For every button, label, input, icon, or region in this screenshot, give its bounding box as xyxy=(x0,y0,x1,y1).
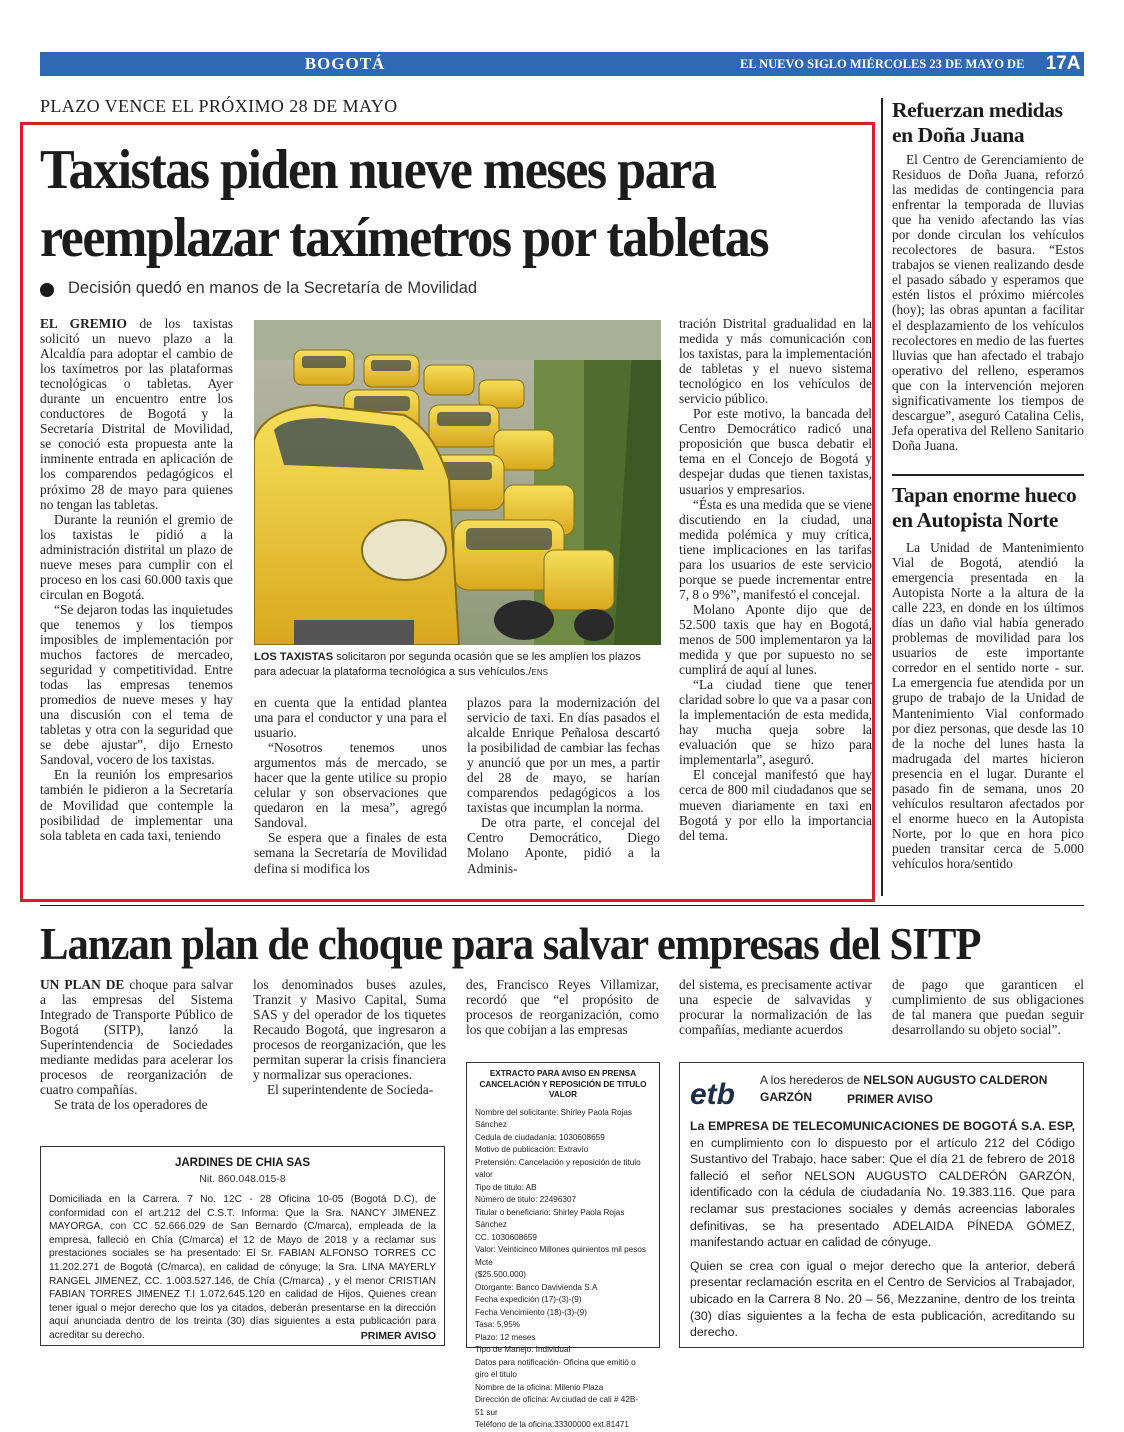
notice-line: Fecha expedición (17)-(3)-(9) xyxy=(475,1295,582,1304)
caption-lead: LOS TAXISTAS xyxy=(254,651,334,663)
photo-caption: LOS TAXISTAS solicitaron por segunda ocasión que se les amplíen los plazos para adecuar la plataforma tecnológica a sus vehículos./ENS xyxy=(254,651,641,678)
notice-line: Pretensión: Cancelación y reposición de titulo valor xyxy=(475,1157,641,1179)
story2-column-5 xyxy=(892,977,1084,1037)
etb-body: La EMPRESA DE TELECOMUNICACIONES DE BOGOTÁ S.A. ESP, en cumplimiento con lo dispuesto por el artículo 212 del Código Sustantivo del Trabajo, hace saber: Que el día 21 de febrero de 2018 falleció el señor NELSON AUGUSTO CALDERÓN GARZÓN, identificado con la cédula de ciudadanía No. 19.383.116. Que para reclamar sus prestaciones sociales y demás acreencias laborales definitivas, se ha presentado ADELAIDA PÍNEDA GÓMEZ, manifestando actuar en calidad de cónyuge. Quien se crea con igual o mejor derecho que la anterior, deberá presentar reclamación escrita en el Centro de Servicios al Trabajador, ubicado en la Carrera 8 No. 20 – 56, Mezzanine, dentro de los treinta (30) días siguientes a la fecha de esta publicación, acreditando su derecho. xyxy=(690,1119,1075,1340)
lead-in: EL GREMIO xyxy=(40,316,127,331)
notice-line: CC. 1030608659 xyxy=(475,1232,537,1242)
story2-column-2 xyxy=(253,977,446,1097)
paragraph: Durante la reunión el gremio de los taxistas le pidió a la administración distrital un plazo de nueve meses para cumplir con el proceso en los casi 60.000 taxis que circulan en Bogotá. xyxy=(40,511,233,602)
notice-line: Teléfono de la oficina:33300000 ext.81471 xyxy=(475,1420,629,1429)
notice-line: Nombre de la oficina: Milenio Plaza xyxy=(475,1382,604,1392)
paragraph: De otra parte, el concejal del Centro Democrático, Diego Molano Aponte, pidió a la Adminis- xyxy=(467,815,660,876)
notice-body: Domiciliada en la Carrera. 7 No. 12C - 28 Oficina 10-05 (Bogotá D.C), de conformidad con el art.212 del C.S.T. Informa: Que la Sra. NANCY JIMENEZ MAYORGA, con CC 52.666.029 de San Bernardo (C/marca), empleada de la empresa, falleció en Chía (C/marca) el 12 de Mayo de 2018 y a reclamar sus prestaciones sociales se ha presentado: El Sr. FABIAN ALFONSO TORRES CC 11.202.271 de Bogotá (C/marca), en calidad de cónyuge; la Sra. LINA MAYERLY RANGEL JIMENEZ, CC. 1.003.527.146, de Chía (C/marca) , y el menor CRISTIAN FABIAN TORRES JIMENEZ T.I 1.072.645.120 en calidad de Hijos, Quienes crean tener igual o mejor derecho que los ya citados, deberán presentarse en la dirección aquí anunciada dentro de los treinta (30) días siguientes a esta publicación para acreditar su derecho. xyxy=(49,1194,436,1341)
legal-notice-chia xyxy=(40,1146,445,1346)
paragraph: de pago que garanticen el cumplimiento de sus obligaciones de tal manera que puedan seguir desarrollando su objeto social”. xyxy=(892,977,1084,1038)
story-kicker: PLAZO VENCE EL PRÓXIMO 28 DE MAYO xyxy=(40,96,398,116)
notice-line: Nombre del solicitante: Shirley Paola Rojas Sánchez xyxy=(475,1107,633,1129)
section-name: BOGOTÁ xyxy=(304,54,386,73)
notice-line: ($25.500.000) xyxy=(475,1270,526,1279)
notice-line: Titular o beneficiario: Shirley Paola Rojas Sánchez xyxy=(475,1207,625,1229)
story2-headline: Lanzan plan de choque para salvar empresas del SITP xyxy=(40,919,981,969)
paragraph: del sistema, es precisamente activar una especie de salvavidas y procurar la normalización de las compañías, mediante acuerdos xyxy=(679,977,872,1038)
paragraph: plazos para la modernización del servicio de taxi. En días pasados el alcalde Enrique Peñalosa descartó la posibilidad de cambiar las fechas y anunció que por un mes, a partir del 28 de mayo, se harían comparendos pedagógicos a los taxistas que incumplan la norma. xyxy=(467,695,660,816)
paragraph: Se trata de los operadores de xyxy=(54,1097,208,1113)
main-column-3 xyxy=(467,695,660,876)
paragraph: La Unidad de Mantenimiento Vial de Bogotá, atendió la emergencia presentada en la Autopista Norte a la altura de la calle 223, en donde en los últimos días un daño vial había generado problemas de movilidad para los usuarios de este importante corredor en el sentido norte - sur. La emergencia fue atendida por un grupo de trabajo de la Unidad de Mantenimiento Vial conformado por diez personas, que desde las 10 de la noche del lunes hasta la madrugada del martes hicieron presencia en el lugar. Durante el pasado fin de semana, unos 20 vehículos resultaron afectados por el enorme hueco en la Autopista Norte, por lo que en hora pico pueden transitar cerca de 5.000 vehículos hora/sentido xyxy=(892,540,1084,871)
paragraph: EL GREMIO de los taxistas solicitó un nuevo plazo a la Alcaldía para adoptar el cambio de los taxímetros por las plataformas tecnológicas o tabletas. Ayer durante un encuentro entre los conductores de Bogotá y la Secretaría Distrital de Movilidad, se conoció esta propuesta ante la inminente entrada en aplicación de los comparendos pedagógicos el próximo 28 de mayo para quienes no tengan las tabletas. xyxy=(40,316,233,512)
notice-line: Fecha Vencimiento (18)-(3)-(9) xyxy=(475,1307,587,1317)
side-story-2 xyxy=(892,540,1084,871)
notice-line: Cedula de ciudadanía: 1030608659 xyxy=(475,1132,605,1142)
legal-notice-extracto xyxy=(466,1062,660,1429)
taxi-queue-image xyxy=(254,320,661,645)
main-column-4 xyxy=(679,316,872,843)
etb-recipient: A los herederos de NELSON AUGUSTO CALDERON GARZÓN xyxy=(760,1073,1048,1104)
paragraph: Molano Aponte dijo que de 52.500 taxis que hay en Bogotá, menos de 500 implementaron ya la medida y que por supuesto no se cumplirá de aquí al lunes. xyxy=(679,601,872,678)
notice-line: giro el titulo xyxy=(475,1370,517,1379)
bullet-icon xyxy=(40,283,54,297)
main-headline: Taxistas piden nueve meses para reemplazar taxímetros por tabletas xyxy=(40,139,769,269)
lead-in: UN PLAN DE xyxy=(40,977,125,992)
paragraph: Por este motivo, la bancada del Centro Democrático radicó una proposición que busca debatir el tema en el Concejo de Bogotá y despejar dudas que tienen taxistas, usuarios y empresarios. xyxy=(679,406,872,497)
paragraph: “Nosotros tenemos unos argumentos más de mercado, se hacer que la gente utilice su propio celular y son observaciones que quedaron en la mesa”, agregó Sandoval. xyxy=(254,740,447,831)
etb-logo xyxy=(688,1074,758,1114)
notice-line: Tasa: 5,95% xyxy=(475,1320,521,1329)
notice-line: Datos para notificación- Oficina que emitió o xyxy=(475,1357,636,1367)
paragraph: tración Distrital gradualidad en la medida y más comunicación con los taxistas, para la implementación de tabletas y el nuevo sistema tecnológico en los vehículos de servicio público. xyxy=(679,316,872,407)
side-headline-2: Tapan enorme hueco en Autopista Norte xyxy=(892,483,1077,532)
paragraph: El Centro de Gerenciamiento de Residuos de Doña Juana, reforzó las medidas de contingencia para enfrentar la temporada de lluvias que ha venido afectando las vías por donde circulan los vehículos recolectores de basura. “Estos trabajos se vienen realizando desde el pasado sábado y esperamos que estén listos el próximo miércoles (hoy); las obras apuntan a facilitar el desplazamiento de los vehículos recolectores en medio de las fuertes lluvias que han afectado el trabajo operativo del relleno, esperamos que con la intervención mejoren significativamente los tiempos de descargue”, aseguró Catalina Celis, Jefa operativa del Relleno Sanitario Doña Juana. xyxy=(892,152,1084,453)
paragraph: UN PLAN DE choque para salvar a las empresas del Sistema Integrado de Transporte Público de Bogotá (SITP), lanzó la Superintendencia de Sociedades mediante medidas para acelerar los procesos de reorganización de cuatro compañías. xyxy=(40,977,233,1098)
story2-column-4 xyxy=(679,977,872,1037)
notice-line: Motivo de publicación: Extravío xyxy=(475,1145,589,1154)
issue-info: EL NUEVO SIGLO MIÉRCOLES 23 DE MAYO DE 2018 xyxy=(740,57,1025,96)
paragraph: des, Francisco Reyes Villamizar, recordó que “el propósito de procesos de reorganización, como los que cobijan a las empresas xyxy=(466,977,659,1038)
story2-column-1 xyxy=(40,977,233,1112)
paragraph: en cuenta que la entidad plantea una para el conductor y una para el usuario. xyxy=(254,695,447,741)
notice-line: Valor: Veinticinco Millones quinientos mil pesos Mcte xyxy=(475,1245,646,1267)
logo-text: etb xyxy=(690,1078,735,1111)
divider xyxy=(892,474,1084,476)
paragraph: Se espera que a finales de esta semana la Secretaría de Movilidad defina si modifica los xyxy=(254,830,447,876)
side-story-1 xyxy=(892,152,1084,453)
column-rule xyxy=(881,98,883,896)
notice-title: JARDINES DE CHIA SAS xyxy=(174,1157,311,1169)
notice-title: EXTRACTO PARA AVISO EN PRENSA CANCELACIÓN Y REPOSICIÓN DE TITULO VALOR xyxy=(479,1069,647,1099)
paragraph: El superintendente de Socieda- xyxy=(267,1082,434,1098)
paragraph: “La ciudad tiene que tener claridad sobre lo que va a pasar con la implementación de esta medida, hay mucha queja sobre la evaluación que se hizo para implementarla”, aseguró. xyxy=(679,677,872,768)
taxi-photo xyxy=(254,320,661,645)
notice-lines xyxy=(475,1107,651,1432)
notice-line: Plazo: 12 meses xyxy=(475,1332,536,1342)
paragraph: los denominados buses azules, Tranzit y Masivo Capital, Suma SAS y del operador de los tiquetes Recaudo Bogotá, que ingresaron a procesos de reorganización, que les permitan superar la crisis financiera y normalizar sus operaciones. xyxy=(253,977,446,1083)
main-column-1 xyxy=(40,316,233,843)
notice-line: Dirección de oficina: Av.ciudad de cali # 42B- xyxy=(475,1395,639,1404)
notice-line: 51 sur xyxy=(475,1407,498,1417)
etb-aviso: PRIMER AVISO xyxy=(846,1092,933,1106)
paragraph: “Ésta es una medida que se viene discutiendo en la ciudad, una medida polémica y muy crítica, tiene implicaciones en las tarifas para los usuarios de este servicio porque se puede incrementar entre 7, 8 o 9%”, manifestó el concejal. xyxy=(679,496,872,602)
notice-footer: PRIMER AVISO xyxy=(360,1329,436,1342)
notice-nit: Nit. 860.048.015-8 xyxy=(199,1173,286,1185)
divider xyxy=(40,905,1084,906)
paragraph: “Se dejaron todas las inquietudes que tenemos y los tiempos imposibles de implementación por muchos factores de mercadeo, seguridad y competitividad. Entre todas las empresas tenemos promedios de nueve meses y hay una discusión con el tema de tabletas y otra con la seguridad que se debe ajustar”, dijo Ernesto Sandoval, vocero de los taxistas. xyxy=(40,601,233,768)
main-subhead: Decisión quedó en manos de la Secretaría de Movilidad xyxy=(68,279,478,297)
main-column-2 xyxy=(254,695,447,876)
paragraph: El concejal manifestó que hay cerca de 800 mil ciudadanos que se mueven diariamente en taxi en Bogotá y por ello la importancia del tema. xyxy=(679,767,872,843)
notice-line: Tipo de titulo: AB xyxy=(475,1182,537,1192)
page-number: 17A xyxy=(1045,53,1081,74)
notice-line: Tipo de Manejo: Individual xyxy=(475,1345,571,1354)
notice-line: Número de titulo: 22496307 xyxy=(475,1195,577,1204)
paragraph: En la reunión los empresarios también le pidieron a la Secretaría de Movilidad que contemple la posibilidad de implementar una sola tableta en cada taxi, teniendo xyxy=(40,767,233,843)
photo-credit: ENS xyxy=(531,668,548,677)
notice-line: Otorgante: Banco Davivienda S.A xyxy=(475,1282,598,1292)
story2-column-3 xyxy=(466,977,659,1037)
side-headline-1: Refuerzan medidas en Doña Juana xyxy=(892,98,1063,147)
